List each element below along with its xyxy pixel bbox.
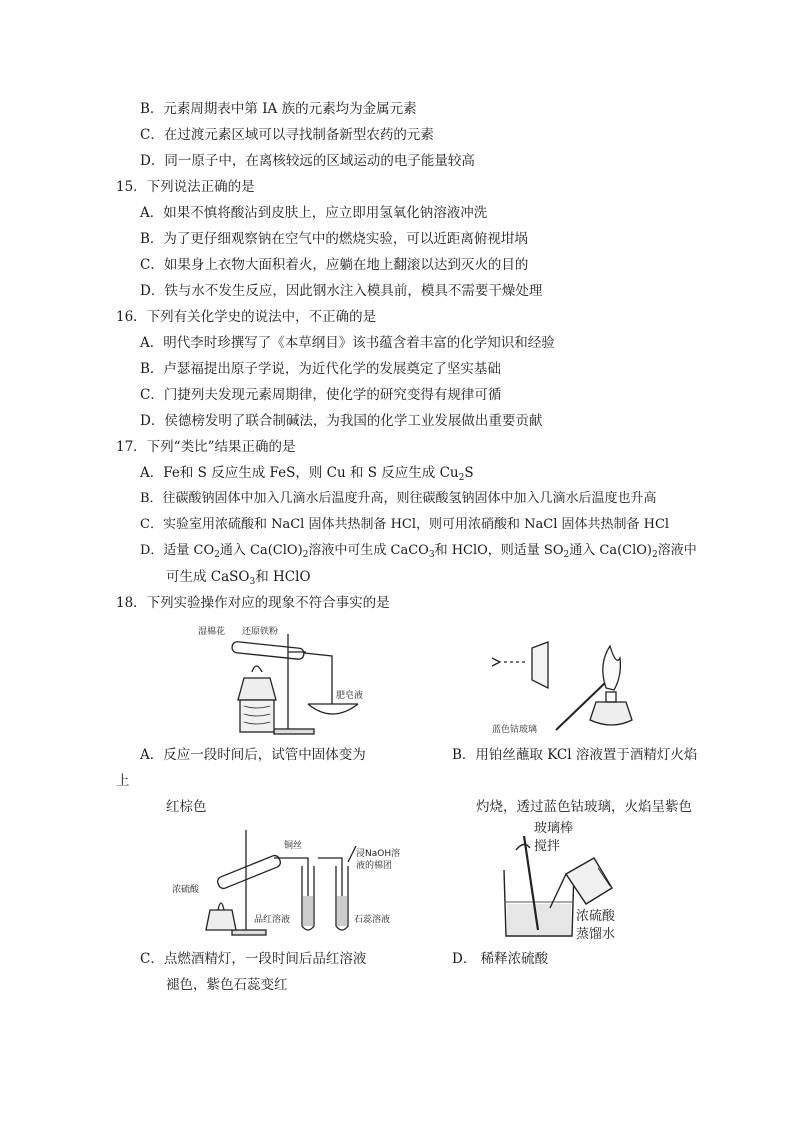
figure-d-label-rod-line2: 搅拌 bbox=[534, 839, 561, 854]
q17-a-text: A．Fe和 S 反应生成 FeS，则 Cu 和 S 反应生成 Cu bbox=[140, 465, 459, 481]
q17-d-sub5: 2 bbox=[651, 550, 658, 560]
q16-option-c: C．门捷列夫发现元素周期律，使化学的研究变得有规律可循 bbox=[140, 387, 502, 403]
q17-d-sub4: 2 bbox=[563, 550, 570, 560]
figure-c-label-wire: 铜丝 bbox=[284, 841, 303, 851]
q17-d-line2-part1: 可生成 CaSO bbox=[166, 569, 250, 585]
q17-d-line2-sub: 3 bbox=[249, 577, 256, 587]
q16-stem: 16．下列有关化学史的说法中，不正确的是 bbox=[116, 309, 377, 325]
q17-d-sub2: 2 bbox=[302, 550, 309, 560]
figure-c-label-naoh-line1: 浸NaOH溶 bbox=[356, 849, 401, 859]
q18-caption-a-line1: A．反应一段时间后，试管中固体变为 bbox=[140, 747, 366, 763]
figure-a-label-iron: 还原铁粉 bbox=[242, 627, 279, 637]
q17-d-part3: 溶液中可生成 CaCO bbox=[308, 543, 429, 558]
q15-option-a: A．如果不慎将酸沾到皮肤上，应立即用氢氧化钠溶液冲洗 bbox=[140, 205, 488, 221]
q16-option-a: A．明代李时珍撰写了《本草纲目》该书蕴含着丰富的化学知识和经验 bbox=[140, 335, 555, 351]
q17-d-part2: 通入 Ca(ClO) bbox=[219, 543, 303, 558]
q17-option-d-continued bbox=[166, 568, 311, 586]
q14-option-b: B．元素周期表中第 IA 族的元素均为金属元素 bbox=[140, 101, 417, 117]
q18-stem: 18．下列实验操作对应的现象不符合事实的是 bbox=[116, 595, 390, 611]
q17-a-tail: S bbox=[464, 465, 474, 481]
q17-a-sub: 2 bbox=[458, 473, 465, 483]
q16-option-d: D．侯德榜发明了联合制碱法，为我国的化学工业发展做出重要贡献 bbox=[140, 413, 543, 429]
figure-d-label-rod-line1: 玻璃棒 bbox=[534, 821, 574, 836]
q18-caption-c-line1: C．点燃酒精灯，一段时间后品红溶液 bbox=[140, 951, 367, 967]
figure-d-label-acid: 浓硫酸 bbox=[576, 909, 616, 924]
q14-option-d: D．同一原子中，在离核较远的区域运动的电子能量较高 bbox=[140, 153, 475, 169]
q15-stem: 15．下列说法正确的是 bbox=[116, 179, 255, 195]
figure-a-label-cotton: 湿棉花 bbox=[198, 627, 226, 637]
figure-a-label-soap: 肥皂液 bbox=[336, 691, 364, 701]
figure-d-label-water: 蒸馏水 bbox=[576, 927, 616, 942]
q18-caption-b-line2: 灼烧，透过蓝色钴玻璃，火焰呈紫色 bbox=[476, 799, 692, 815]
figure-b-flame-test bbox=[488, 632, 638, 738]
q18-caption-b-line1: B．用铂丝蘸取 KCl 溶液置于酒精灯火焰 bbox=[452, 747, 698, 763]
figure-b-label-glass: 蓝色钴玻璃 bbox=[492, 725, 538, 735]
q17-option-b: B．往碳酸钠固体中加入几滴水后温度升高，则往碳酸氢钠固体中加入几滴水后温度也升高 bbox=[140, 491, 657, 506]
figure-c-label-acid: 浓硫酸 bbox=[172, 885, 200, 895]
q17-option-a bbox=[140, 464, 474, 482]
q17-option-d bbox=[140, 542, 697, 560]
q17-d-line2-part2: 和 HClO bbox=[255, 569, 311, 585]
q18-caption-a-line2: 红棕色 bbox=[166, 799, 207, 815]
figure-d-dilution-setup bbox=[494, 818, 654, 942]
q17-option-c: C．实验室用浓硫酸和 NaCl 固体共热制备 HCl，则可用浓硝酸和 NaCl 固体共热制备 HCl bbox=[140, 517, 670, 532]
q17-d-part1: D．适量 CO bbox=[140, 543, 215, 558]
q15-option-c: C．如果身上衣物大面积着火，应躺在地上翻滚以达到灭火的目的 bbox=[140, 257, 529, 273]
q17-d-part5: 通入 Ca(ClO) bbox=[569, 543, 652, 558]
q17-stem: 17．下列“类比”结果正确的是 bbox=[116, 439, 296, 455]
q15-option-d: D．铁与水不发生反应，因此钢水注入模具前，模具不需要干燥处理 bbox=[140, 283, 543, 299]
figure-a-iron-steam-apparatus bbox=[190, 620, 380, 738]
q18-caption-c-line2: 褪色，紫色石蕊变红 bbox=[166, 977, 288, 993]
q17-d-sub3: 3 bbox=[428, 550, 435, 560]
q15-option-b: B．为了更仔细观察钠在空气中的燃烧实验，可以近距离俯视坩埚 bbox=[140, 231, 528, 247]
q17-d-part4: 和 HClO，则适量 SO bbox=[434, 543, 564, 558]
q18-caption-b-wrap: 上 bbox=[116, 773, 130, 789]
q17-d-part6: 溶液中 bbox=[657, 543, 697, 558]
figure-c-label-litmus: 石蕊溶液 bbox=[354, 915, 391, 925]
q18-caption-d: D． 稀释浓硫酸 bbox=[452, 951, 549, 967]
figure-c-copper-acid-apparatus bbox=[170, 826, 410, 940]
figure-c-label-naoh-line2: 液的棉团 bbox=[356, 861, 393, 871]
q16-option-b: B．卢瑟福提出原子学说，为近代化学的发展奠定了坚实基础 bbox=[140, 361, 501, 377]
q14-option-c: C．在过渡元素区域可以寻找制备新型农药的元素 bbox=[140, 127, 434, 143]
q17-d-sub1: 2 bbox=[214, 550, 220, 560]
figure-c-label-magenta: 品红溶液 bbox=[254, 915, 291, 925]
